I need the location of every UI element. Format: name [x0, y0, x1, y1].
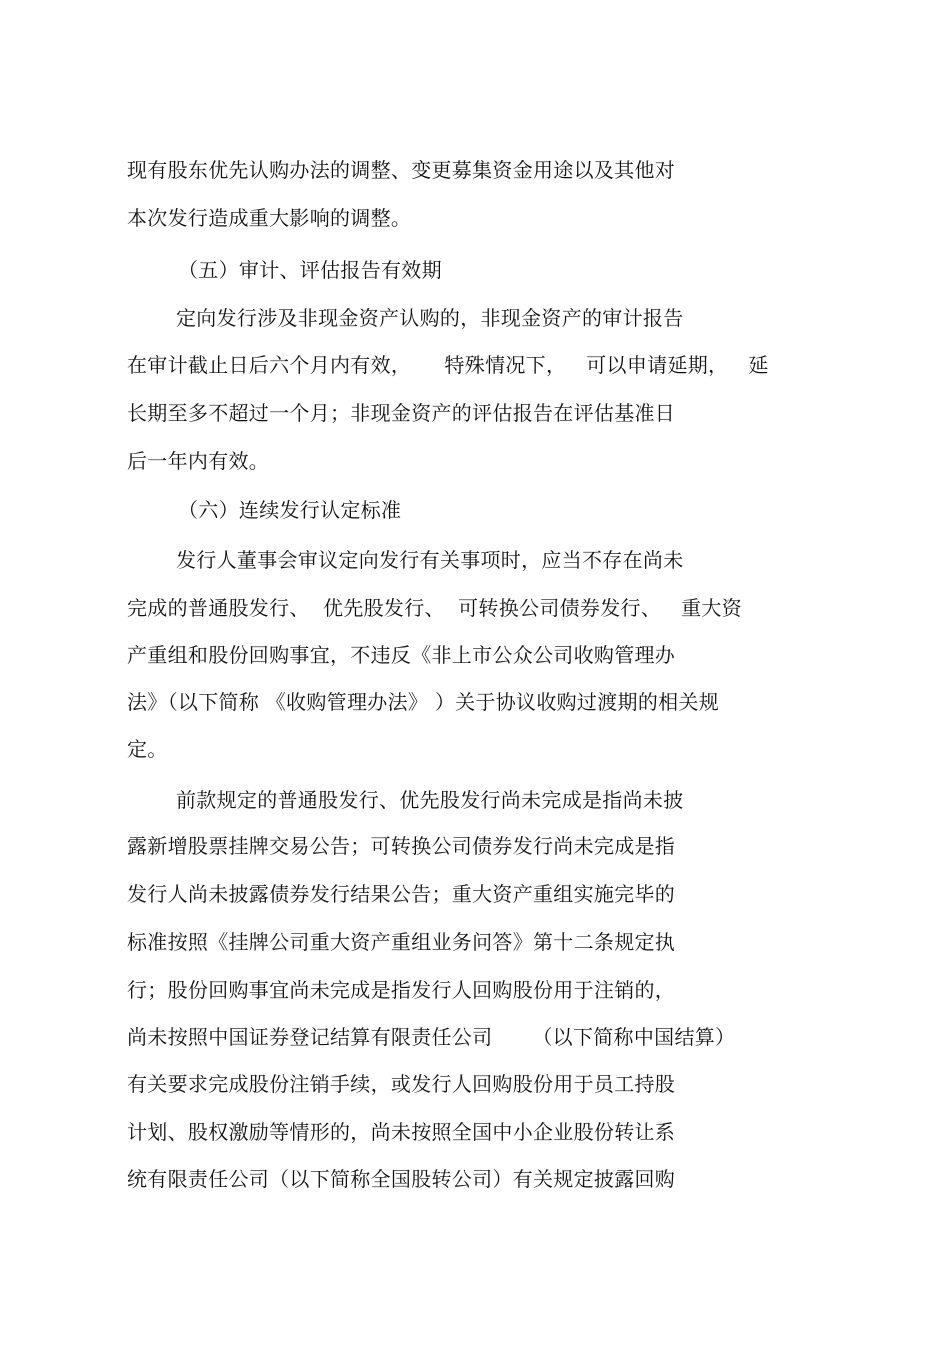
paragraph-line: 定向发行涉及非现金资产认购的，非现金资产的审计报告: [176, 306, 684, 330]
paragraph-line: 尚未按照中国证券登记结算有限责任公司 （以下简称中国结算）: [127, 1025, 736, 1049]
paragraph-line: 计划、股权激励等情形的，尚未按照全国中小企业股份转让系: [127, 1120, 676, 1144]
paragraph-line: 在审计截止日后六个月内有效， 特殊情况下， 可以申请延期， 延: [127, 353, 769, 377]
paragraph-line: 完成的普通股发行、 优先股发行、 可转换公司债券发行、 重大资: [127, 596, 743, 620]
paragraph-line: 产重组和股份回购事宜，不违反《非上市公众公司收购管理办: [127, 643, 676, 667]
paragraph-line: 标准按照《挂牌公司重大资产重组业务问答》第十二条规定执: [127, 930, 676, 954]
paragraph-line: 长期至多不超过一个月；非现金资产的评估报告在评估基准日: [127, 401, 676, 425]
section-heading: （五）审计、评估报告有效期: [178, 258, 442, 282]
paragraph-line: 后一年内有效。: [127, 449, 270, 473]
paragraph-line: 定。: [127, 737, 168, 761]
paragraph-line: 发行人董事会审议定向发行有关事项时，应当不存在尚未: [176, 548, 684, 572]
paragraph-line: 统有限责任公司（以下简称全国股转公司）有关规定披露回购: [127, 1167, 676, 1191]
paragraph-line: 法》（以下简称 《收购管理办法》 ）关于协议收购过渡期的相关规: [127, 690, 720, 714]
paragraph-line: 前款规定的普通股发行、优先股发行尚未完成是指尚未披: [176, 788, 684, 812]
paragraph-line: 发行人尚未披露债券发行结果公告；重大资产重组实施完毕的: [127, 882, 676, 906]
paragraph-line: 本次发行造成重大影响的调整。: [127, 206, 412, 230]
paragraph-line: 现有股东优先认购办法的调整、变更募集资金用途以及其他对: [127, 158, 676, 182]
paragraph-line: 行；股份回购事宜尚未完成是指发行人回购股份用于注销的，: [127, 978, 676, 1002]
paragraph-line: 有关要求完成股份注销手续，或发行人回购股份用于员工持股: [127, 1072, 676, 1096]
paragraph-line: 露新增股票挂牌交易公告；可转换公司债券发行尚未完成是指: [127, 834, 676, 858]
section-heading: （六）连续发行认定标准: [178, 498, 402, 522]
